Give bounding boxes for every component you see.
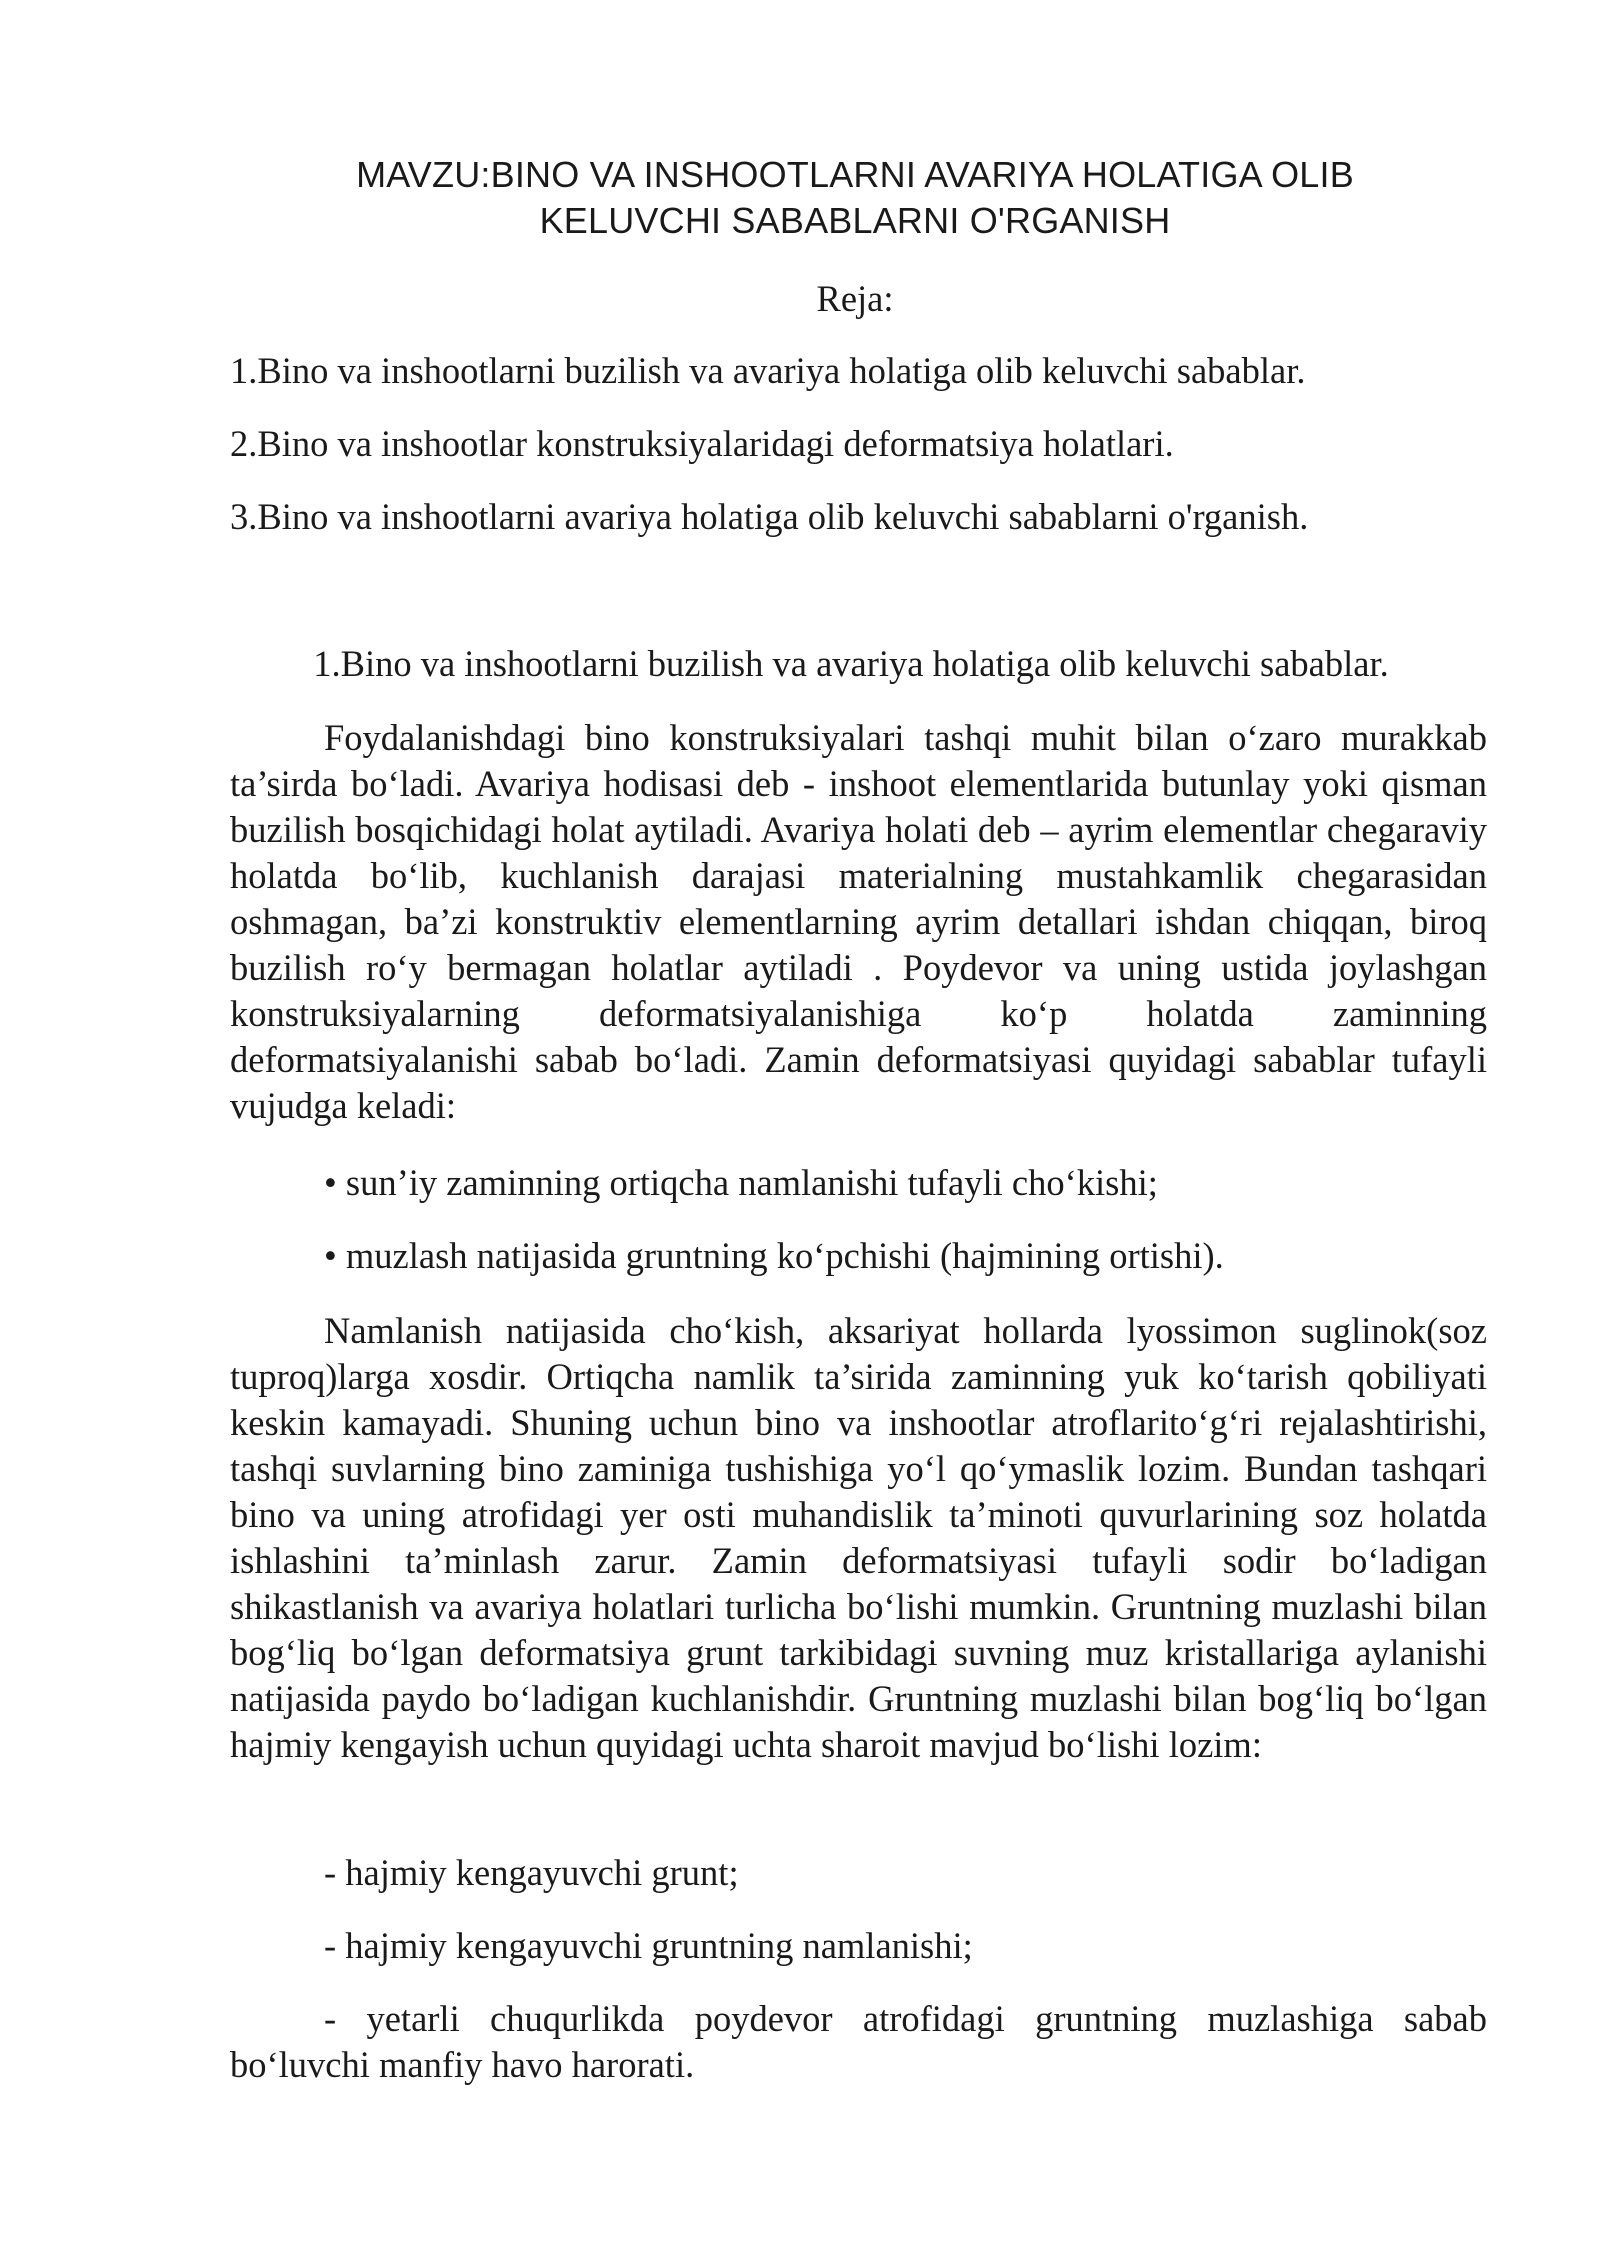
body-paragraph: Foydalanishdagi bino konstruksiyalari tashqi muhit bilan o‘zaro murakkab ta’sirda bo‘ladi. Avariya hodisasi deb - inshoot elementlarida butunlay yoki qisman buzilish bosqichidagi holat aytiladi. Avariya holati deb – ayrim elementlar chegaraviy holatda bo‘lib, kuchlanish darajasi materialning mustahkamlik chegarasidan oshmagan, ba’zi konstruktiv elementlarning ayrim detallari ishdan chiqqan, biroq buzilish ro‘y bermagan holatlar aytiladi . Poydevor va uning ustida joylashgan konstruksiyalarning deformatsiyalanishiga ko‘p holatda zaminning deformatsiyalanishi sabab bo‘ladi. Zamin deformatsiyasi quyidagi sabablar tufayli vujudga keladi: — [230, 717, 1487, 1126]
document-title — [230, 152, 1480, 244]
plan-heading: Reja: — [816, 278, 894, 319]
bullet-item: • muzlash natijasida gruntning ko‘pchishi (hajmining ortishi). — [324, 1235, 1224, 1276]
body-paragraph: Namlanish natijasida cho‘kish, aksariyat hollarda lyossimon suglinok(soz tuproq)larga xosdir. Ortiqcha namlik ta’sirida zaminning yuk ko‘tarish qobiliyati keskin kamayadi. Shuning uchun bino va inshootlar atroflarito‘g‘ri rejalashtirishi, tashqi suvlarning bino zaminiga tushishiga yo‘l qo‘ymaslik lozim. Bundan tashqari bino va uning atrofidagi yer osti muhandislik ta’minoti quvurlarining soz holatda ishlashini ta’minlash zarur. Zamin deformatsiyasi tufayli sodir bo‘ladigan shikastlanish va avariya holatlari turlicha bo‘lishi mumkin. Gruntning muzlashi bilan bog‘liq bo‘lgan deformatsiya grunt tarkibidagi suvning muz kristallariga aylanishi natijasida paydo bo‘ladigan kuchlanishdir. Gruntning muzlashi bilan bog‘liq bo‘lgan hajmiy kengayish uchun quyidagi uchta sharoit mavjud bo‘lishi lozim: — [230, 1310, 1487, 1765]
plan-item: 3.Bino va inshootlarni avariya holatiga olib keluvchi sabablarni o'rganish. — [230, 496, 1309, 537]
condition-item: - hajmiy kengayuvchi grunt; — [324, 1852, 739, 1893]
plan-item: 2.Bino va inshootlar konstruksiyalaridagi deformatsiya holatlari. — [230, 423, 1174, 464]
title-line-1: MAVZU:BINO VA INSHOOTLARNI AVARIYA HOLATIGA OLIB — [356, 154, 1354, 195]
condition-item: - yetarli chuqurlikda poydevor atrofidagi gruntning muzlashiga sabab bo‘luvchi manfiy havo harorati. — [230, 1998, 1487, 2085]
plan-item: 1.Bino va inshootlarni buzilish va avariya holatiga olib keluvchi sabablar. — [230, 350, 1306, 391]
title-line-2: KELUVCHI SABABLARNI O'RGANISH — [539, 200, 1171, 241]
section-heading: 1.Bino va inshootlarni buzilish va avariya holatiga olib keluvchi sabablar. — [313, 643, 1389, 684]
condition-item: - hajmiy kengayuvchi gruntning namlanishi; — [324, 1925, 973, 1966]
bullet-item: • sun’iy zaminning ortiqcha namlanishi tufayli cho‘kishi; — [324, 1162, 1158, 1203]
